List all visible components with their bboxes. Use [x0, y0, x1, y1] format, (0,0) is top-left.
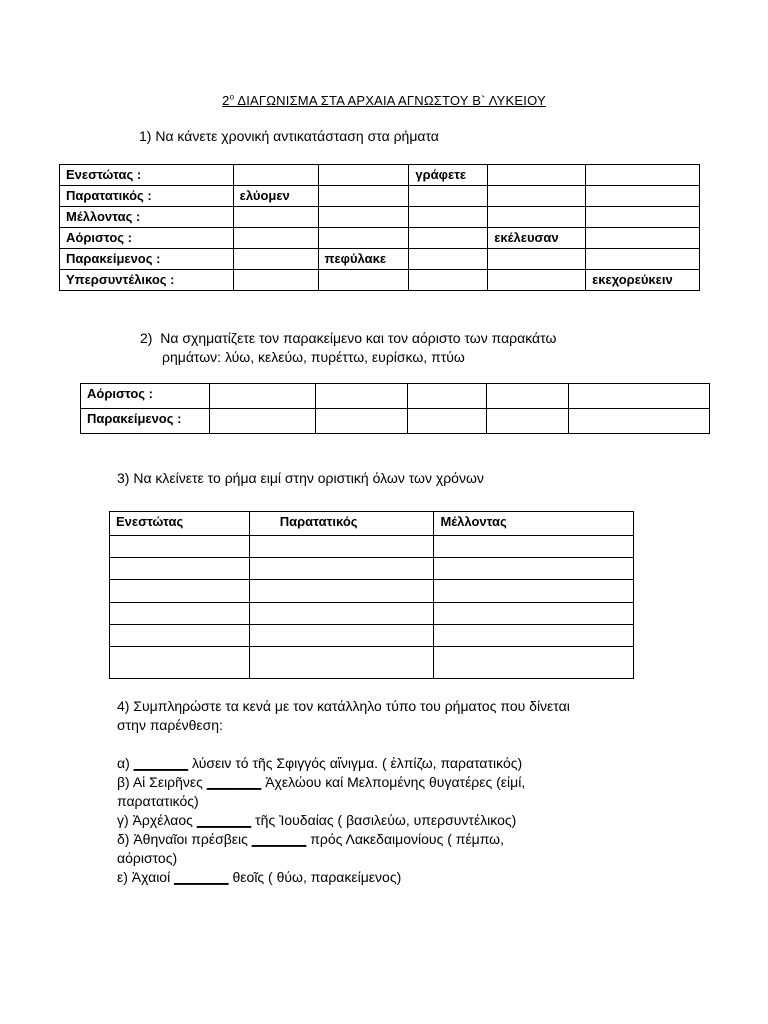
table-cell: [409, 228, 488, 249]
table-cell: [318, 186, 409, 207]
row-label: Ενεστώτας :: [60, 165, 234, 186]
table-cell: [434, 536, 634, 558]
table-cell: [409, 207, 488, 228]
row-label: Παρατατικός :: [60, 186, 234, 207]
blank[interactable]: _______: [174, 869, 229, 885]
table-cell: [409, 186, 488, 207]
table-cell: εκεχορεύκειν: [586, 270, 700, 291]
table-cell: [487, 409, 569, 434]
table-cell: [249, 603, 434, 625]
table-row: [81, 384, 710, 409]
table-cell: [233, 228, 318, 249]
table-cell: ελύομεν: [233, 186, 318, 207]
table-cell: [569, 409, 710, 434]
eimi-conjugation-table: [109, 511, 634, 679]
table-cell: [318, 270, 409, 291]
table-cell: [233, 207, 318, 228]
table-cell: [315, 409, 407, 434]
table-cell: [488, 270, 586, 291]
table-cell: [586, 228, 700, 249]
item-a: α) _______ λύσειν τό τῆς Σφιγγός αἴνιγμα. ( ἐλπίζω, παρατατικός): [117, 755, 523, 771]
table-cell: [407, 384, 487, 409]
table-cell: [487, 384, 569, 409]
table-cell: [233, 165, 318, 186]
table-cell: [249, 536, 434, 558]
table-cell: πεφύλακε: [318, 249, 409, 270]
table-cell: [318, 228, 409, 249]
blank[interactable]: _______: [206, 774, 262, 790]
table-cell: [233, 249, 318, 270]
table-cell: [434, 603, 634, 625]
item-e: ε) Ἀχαιοί _______ θεοῖς ( θύω, παρακείμενος): [117, 869, 402, 885]
table-cell: [434, 625, 634, 647]
header-enestotas: Ενεστώτας: [110, 512, 250, 536]
table-cell: [315, 384, 407, 409]
table-cell: [233, 270, 318, 291]
table-cell: [409, 249, 488, 270]
question-4: [117, 697, 737, 887]
table-row: [60, 186, 700, 207]
table-cell: [249, 625, 434, 647]
blank[interactable]: _______: [133, 755, 189, 771]
header-paratatikos: Παρατατικός: [249, 512, 434, 536]
row-label: Αόριστος :: [60, 228, 234, 249]
table-row: [60, 249, 700, 270]
question-3: 3) Να κλείνετε το ρήμα ειμί στην οριστική όλων των χρόνων: [117, 470, 484, 486]
table-row: [60, 270, 700, 291]
table-cell: [488, 249, 586, 270]
table-cell: [110, 580, 250, 603]
question-2: 2) Να σχηματίζετε τον παρακείμενο και τον αόριστο των παρακάτω ρημάτων: λύω, κελεύω, πυρέττω, ευρίσκω, πτύω: [140, 330, 557, 365]
table-cell: [110, 647, 250, 679]
table-cell: [318, 165, 409, 186]
item-c: γ) Ἀρχέλαος _______ τῆς Ἰουδαίας ( βασιλεύω, υπερσυντέλικος): [117, 812, 517, 828]
table-cell: [586, 207, 700, 228]
table-cell: [209, 409, 315, 434]
table-cell: [434, 647, 634, 679]
table-cell: [488, 165, 586, 186]
table-cell: [110, 603, 250, 625]
row-label: Παρακείμενος :: [60, 249, 234, 270]
table-cell: [318, 207, 409, 228]
row-label: Υπερσυντέλικος :: [60, 270, 234, 291]
table-cell: [586, 165, 700, 186]
table-cell: [110, 536, 250, 558]
table-row: [60, 165, 700, 186]
page-title: $2^o$ ΔΙΑΓΩΝΙΣΜΑ ΣΤΑ ΑΡΧΑΙΑ ΑΓΝΩΣΤΟΥ Β` ΛΥΚΕΙΟΥ: [222, 92, 546, 108]
table-cell: [209, 384, 315, 409]
table-cell: [586, 249, 700, 270]
table-cell: [569, 384, 710, 409]
row-label: Αόριστος :: [81, 384, 210, 409]
table-cell: εκέλευσαν: [488, 228, 586, 249]
table-cell: [249, 580, 434, 603]
table-cell: [249, 558, 434, 580]
table-row: [81, 409, 710, 434]
table-cell: [409, 270, 488, 291]
table-cell: [110, 625, 250, 647]
row-label: Παρακείμενος :: [81, 409, 210, 434]
table-cell: [488, 207, 586, 228]
question-1: 1) Να κάνετε χρονική αντικατάσταση στα ρήματα: [139, 128, 439, 144]
row-label: Μέλλοντας :: [60, 207, 234, 228]
blank[interactable]: _______: [196, 812, 252, 828]
question-4-instructions: 4) Συμπληρώστε τα κενά με τον κατάλληλο τύπο του ρήματος που δίνεται στην παρένθεση:: [117, 698, 570, 733]
table-cell: [434, 558, 634, 580]
tense-conversion-table: [59, 164, 700, 291]
table-cell: [434, 580, 634, 603]
item-d: δ) Ἀθηναῖοι πρέσβεις _______ πρός Λακεδαιμονίους ( πέμπω, αόριστος): [117, 831, 505, 866]
table-cell: [249, 647, 434, 679]
item-b: β) Αἱ Σειρῆνες _______ Ἀχελώου καί Μελπομένης θυγατέρες (εἰμί, παρατατικός): [117, 774, 526, 809]
table-row: [60, 228, 700, 249]
table-cell: [586, 186, 700, 207]
table-cell: [488, 186, 586, 207]
header-mellontas: Μέλλοντας: [434, 512, 634, 536]
table-row: [60, 207, 700, 228]
aorist-perfect-table: [80, 383, 710, 434]
blank[interactable]: _______: [251, 831, 307, 847]
table-cell: γράφετε: [409, 165, 488, 186]
table-cell: [407, 409, 487, 434]
table-cell: [110, 558, 250, 580]
